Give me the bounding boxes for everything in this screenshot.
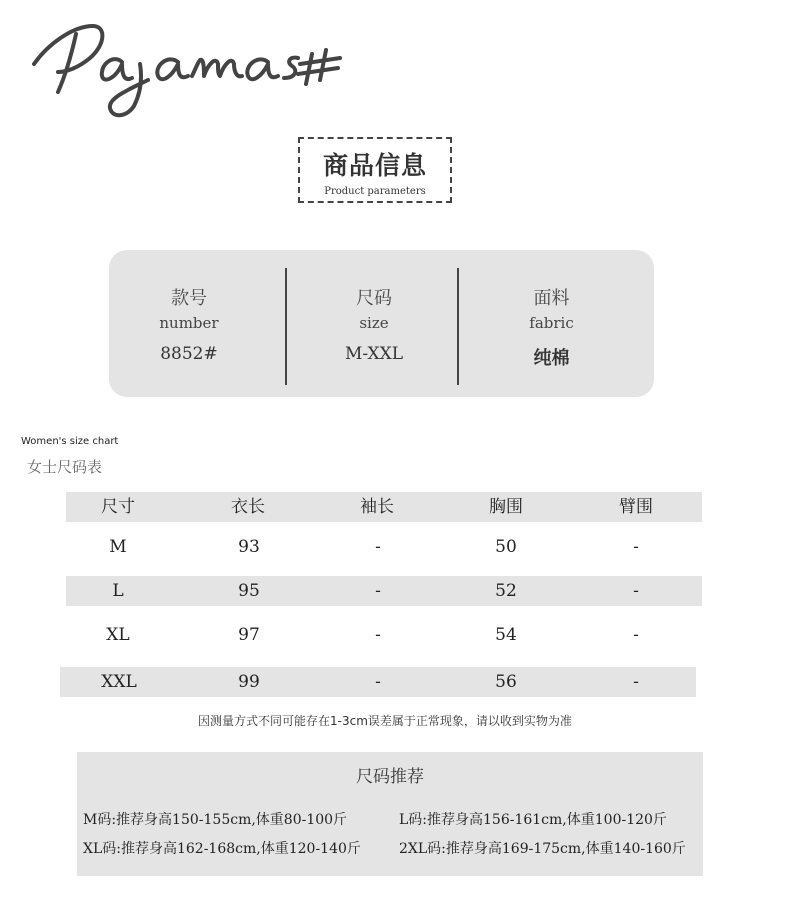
table-cell: - xyxy=(633,672,639,692)
param-size xyxy=(289,250,459,397)
table-cell: - xyxy=(375,625,381,645)
param-label-cn: 面料 xyxy=(533,288,570,309)
table-cell: XXL xyxy=(101,672,137,692)
param-value: M-XXL xyxy=(344,344,404,364)
table-cell: - xyxy=(633,581,639,601)
header-cell: 袖长 xyxy=(360,497,394,517)
table-cell: 97 xyxy=(238,625,260,645)
table-cell: 56 xyxy=(495,672,517,692)
param-label-en: fabric xyxy=(529,314,574,332)
divider xyxy=(285,268,287,385)
recommendation-item: L码:推荐身高156-161cm,体重100-120斤 xyxy=(399,812,667,828)
param-fabric xyxy=(459,250,644,397)
table-cell: M xyxy=(109,537,127,557)
table-cell: - xyxy=(375,537,381,557)
pajamas-logo xyxy=(28,14,348,124)
table-row xyxy=(66,532,702,562)
table-cell: 50 xyxy=(495,537,517,557)
recommendation-item: 2XL码:推荐身高169-175cm,体重140-160斤 xyxy=(399,841,686,857)
table-header xyxy=(66,492,702,522)
table-row xyxy=(66,576,702,606)
table-cell: - xyxy=(375,672,381,692)
param-number xyxy=(109,250,269,397)
product-parameters-title xyxy=(298,137,452,203)
table-cell: L xyxy=(112,581,124,601)
table-cell: 99 xyxy=(238,672,260,692)
table-cell: XL xyxy=(106,625,130,645)
measurement-note: 因测量方式不同可能存在1-3cm误差属于正常现象，请以收到实物为准 xyxy=(198,714,572,728)
header-cell: 衣长 xyxy=(231,497,265,517)
table-cell: - xyxy=(633,537,639,557)
title-en: Product parameters xyxy=(324,186,426,197)
header-cell: 胸围 xyxy=(489,497,523,517)
size-recommendation-panel xyxy=(77,752,703,876)
header-cell: 臂围 xyxy=(619,497,653,517)
size-chart-title-en: Women's size chart xyxy=(21,436,119,447)
recommendation-item: M码:推荐身高150-155cm,体重80-100斤 xyxy=(83,812,348,828)
size-chart-title-cn: 女士尺码表 xyxy=(27,458,103,476)
title-cn: 商品信息 xyxy=(322,151,427,180)
table-cell: 54 xyxy=(495,625,517,645)
recommendation-title: 尺码推荐 xyxy=(356,767,424,787)
param-label-en: number xyxy=(159,314,219,332)
table-cell: 52 xyxy=(495,581,517,601)
table-row xyxy=(66,620,702,650)
table-cell: - xyxy=(375,581,381,601)
table-cell: 93 xyxy=(238,537,260,557)
param-value: 8852# xyxy=(160,344,218,364)
recommendation-item: XL码:推荐身高162-168cm,体重120-140斤 xyxy=(83,841,361,857)
table-cell: - xyxy=(633,625,639,645)
param-label-en: size xyxy=(359,314,389,332)
parameters-panel xyxy=(109,250,654,397)
table-cell: 95 xyxy=(238,581,260,601)
table-row xyxy=(60,667,696,697)
param-value: 纯棉 xyxy=(533,348,570,369)
param-label-cn: 尺码 xyxy=(356,288,392,309)
header-cell: 尺寸 xyxy=(101,497,135,517)
param-label-cn: 款号 xyxy=(171,288,207,309)
